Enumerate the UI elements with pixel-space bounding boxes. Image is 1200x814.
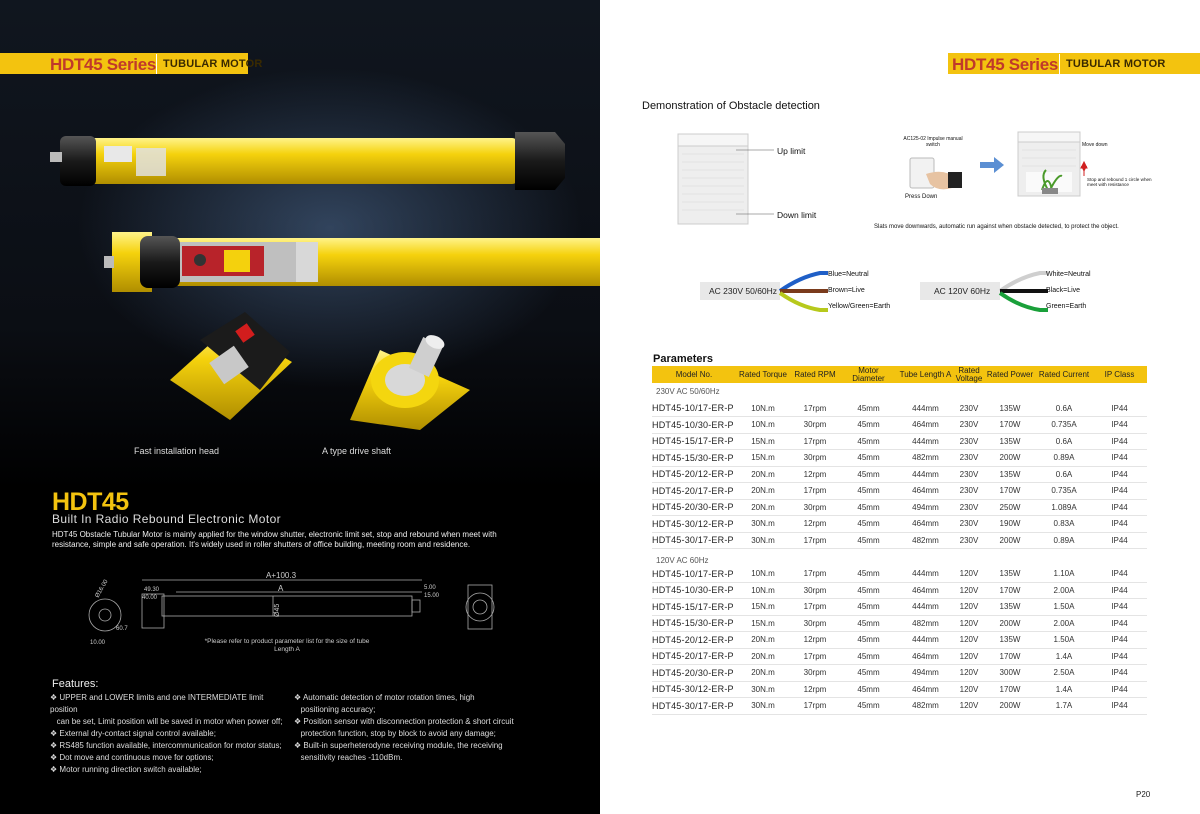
cell-model: HDT45-15/17-ER-P xyxy=(652,599,736,616)
table-cell: 250W xyxy=(984,499,1036,516)
table-header-row xyxy=(652,366,1147,383)
feature-item: can be set, Limit position will be saved in motor when power off; xyxy=(56,717,283,726)
table-cell: 10N.m xyxy=(736,417,790,434)
table-cell: 230V xyxy=(954,417,984,434)
table-cell: 1.50A xyxy=(1036,599,1092,616)
dim-total-length: A+100.3 xyxy=(266,571,297,580)
up-limit-label: Up limit xyxy=(777,146,806,156)
feature-item: ❖ UPPER and LOWER limits and one INTERMEDIATE limit position xyxy=(50,693,264,714)
demo-title: Demonstration of Obstacle detection xyxy=(642,100,820,112)
table-cell: 2.00A xyxy=(1036,582,1092,599)
table-cell: 230V xyxy=(954,433,984,450)
table-cell: 45mm xyxy=(840,632,897,649)
features-right xyxy=(294,692,524,764)
table-cell: 200W xyxy=(984,532,1036,549)
table-cell: 30N.m xyxy=(736,681,790,698)
table-cell: 0.89A xyxy=(1036,532,1092,549)
model-title: HDT45 xyxy=(52,488,129,516)
table-row xyxy=(652,516,1147,533)
table-cell: 200W xyxy=(984,450,1036,467)
cell-model: HDT45-10/17-ER-P xyxy=(652,400,736,417)
press-down-label: Press Down xyxy=(905,194,938,200)
col-model: Model No. xyxy=(652,366,736,383)
table-cell: 464mm xyxy=(897,648,954,665)
feature-item: ❖ Automatic detection of motor rotation times, high xyxy=(294,693,475,702)
feature-item: ❖ Built-in superheterodyne receiving module, the receiving xyxy=(294,741,503,750)
table-cell: 170W xyxy=(984,681,1036,698)
table-cell: 45mm xyxy=(840,665,897,682)
table-cell: 45mm xyxy=(840,615,897,632)
table-cell: IP44 xyxy=(1092,681,1147,698)
shutter-obstacle-image xyxy=(1018,132,1087,196)
table-cell: IP44 xyxy=(1092,466,1147,483)
table-cell: 464mm xyxy=(897,516,954,533)
wire-brown-label: Brown=Live xyxy=(828,287,865,294)
table-cell: 30N.m xyxy=(736,532,790,549)
cell-model: HDT45-20/30-ER-P xyxy=(652,665,736,682)
feature-item: positioning accuracy; xyxy=(300,705,376,714)
cell-model: HDT45-30/12-ER-P xyxy=(652,516,736,533)
table-cell: 45mm xyxy=(840,400,897,417)
table-cell: 1.10A xyxy=(1036,566,1092,583)
table-cell: 482mm xyxy=(897,698,954,715)
table-cell: 444mm xyxy=(897,632,954,649)
table-cell: 30rpm xyxy=(790,499,840,516)
table-cell: IP44 xyxy=(1092,632,1147,649)
ac120-label: AC 120V 60Hz xyxy=(934,286,991,296)
table-cell: 482mm xyxy=(897,450,954,467)
table-cell: 20N.m xyxy=(736,483,790,500)
table-row xyxy=(652,648,1147,665)
table-cell: 200W xyxy=(984,615,1036,632)
table-cell: 230V xyxy=(954,466,984,483)
table-cell: 17rpm xyxy=(790,599,840,616)
feature-item: sensitivity reaches -110dBm. xyxy=(300,753,403,762)
table-cell: 45mm xyxy=(840,698,897,715)
table-cell: 17rpm xyxy=(790,433,840,450)
header-divider xyxy=(1059,54,1060,74)
slats-note: Slats move downwards, automatic run against when obstacle detected, to protect the object. xyxy=(874,224,1119,230)
table-cell: 45mm xyxy=(840,466,897,483)
parameters-table xyxy=(652,366,1147,715)
table-cell: 30rpm xyxy=(790,450,840,467)
dim-diameter: Ø45 xyxy=(274,603,281,617)
table-cell: 45mm xyxy=(840,681,897,698)
table-cell: 2.00A xyxy=(1036,615,1092,632)
table-row xyxy=(652,599,1147,616)
table-cell: 30rpm xyxy=(790,582,840,599)
col-tube-length: Tube Length A xyxy=(897,366,954,383)
cell-model: HDT45-20/17-ER-P xyxy=(652,483,736,500)
features-left xyxy=(50,692,290,776)
table-cell: 30N.m xyxy=(736,516,790,533)
tubular-motor-image xyxy=(50,132,565,190)
table-row xyxy=(652,698,1147,715)
arrow-icon xyxy=(980,157,1004,173)
cell-model: HDT45-20/12-ER-P xyxy=(652,466,736,483)
table-cell: 12rpm xyxy=(790,516,840,533)
table-cell: 230V xyxy=(954,400,984,417)
table-cell: 170W xyxy=(984,417,1036,434)
table-cell: 464mm xyxy=(897,483,954,500)
table-cell: IP44 xyxy=(1092,499,1147,516)
table-cell: 135W xyxy=(984,566,1036,583)
dim-r16: Ø16.00 xyxy=(94,578,110,599)
series-subtitle: TUBULAR MOTOR xyxy=(163,58,263,70)
dimension-note: *Please refer to product parameter list for the size of tube Length A xyxy=(204,638,370,653)
table-cell: 17rpm xyxy=(790,483,840,500)
table-cell: 30rpm xyxy=(790,417,840,434)
switch-label: AC125-02 Impulse manual switch xyxy=(903,136,963,148)
group-120v: 120V AC 60Hz xyxy=(656,555,709,565)
table-cell: 444mm xyxy=(897,566,954,583)
feature-item: ❖ RS485 function available, intercommunication for motor status; xyxy=(50,741,282,750)
dim-r10: 10.00 xyxy=(90,640,106,646)
table-row xyxy=(652,582,1147,599)
stop-rebound-label: Stop and rebound 1 circle when meet with resistance xyxy=(1087,177,1152,188)
table-cell: IP44 xyxy=(1092,400,1147,417)
wire-earth-label: Yellow/Green=Earth xyxy=(828,303,891,310)
wire-white-label: White=Neutral xyxy=(1046,271,1091,278)
table-cell: IP44 xyxy=(1092,483,1147,500)
table-cell: 0.6A xyxy=(1036,466,1092,483)
table-cell: 12rpm xyxy=(790,681,840,698)
table-cell: 20N.m xyxy=(736,632,790,649)
cell-model: HDT45-30/12-ER-P xyxy=(652,681,736,698)
table-cell: 45mm xyxy=(840,532,897,549)
table-cell: 444mm xyxy=(897,599,954,616)
dim-40: 40.00 xyxy=(142,595,158,601)
product-illustrations xyxy=(0,90,600,470)
table-cell: 1.7A xyxy=(1036,698,1092,715)
table-cell: 20N.m xyxy=(736,466,790,483)
table-cell: 120V xyxy=(954,632,984,649)
table-cell: 170W xyxy=(984,483,1036,500)
table-cell: 30rpm xyxy=(790,665,840,682)
wire-blue-label: Blue=Neutral xyxy=(828,271,869,278)
table-cell: 45mm xyxy=(840,516,897,533)
col-current: Rated Current xyxy=(1036,366,1092,383)
table-cell: 444mm xyxy=(897,433,954,450)
col-ip: IP Class xyxy=(1092,366,1147,383)
cell-model: HDT45-20/30-ER-P xyxy=(652,499,736,516)
table-cell: 15N.m xyxy=(736,450,790,467)
table-cell: 464mm xyxy=(897,582,954,599)
table-cell: 45mm xyxy=(840,417,897,434)
table-cell: 120V xyxy=(954,582,984,599)
header-divider xyxy=(156,54,157,74)
table-cell: IP44 xyxy=(1092,417,1147,434)
table-cell: 20N.m xyxy=(736,648,790,665)
table-cell: 230V xyxy=(954,450,984,467)
table-cell: IP44 xyxy=(1092,648,1147,665)
col-torque: Rated Torque xyxy=(736,366,790,383)
table-cell: 135W xyxy=(984,599,1036,616)
table-cell: IP44 xyxy=(1092,566,1147,583)
feature-item: ❖ Dot move and continuous move for options; xyxy=(50,753,214,762)
table-cell: 464mm xyxy=(897,681,954,698)
dim-length-a: A xyxy=(278,584,284,593)
table-cell: 120V xyxy=(954,698,984,715)
feature-item: protection function, stop by block to avoid any damage; xyxy=(300,729,496,738)
table-cell: 1.089A xyxy=(1036,499,1092,516)
table-cell: IP44 xyxy=(1092,516,1147,533)
table-cell: 482mm xyxy=(897,615,954,632)
table-row xyxy=(652,615,1147,632)
table-cell: IP44 xyxy=(1092,698,1147,715)
table-cell: 230V xyxy=(954,483,984,500)
switch-image xyxy=(910,158,962,189)
series-subtitle: TUBULAR MOTOR xyxy=(1066,58,1166,70)
table-cell: 230V xyxy=(954,532,984,549)
table-cell: 135W xyxy=(984,400,1036,417)
table-cell: 17rpm xyxy=(790,532,840,549)
parameters-title: Parameters xyxy=(653,353,713,365)
table-cell: 1.4A xyxy=(1036,648,1092,665)
table-cell: 0.89A xyxy=(1036,450,1092,467)
table-cell: 120V xyxy=(954,566,984,583)
table-cell: 190W xyxy=(984,516,1036,533)
table-row xyxy=(652,450,1147,467)
table-cell: 2.50A xyxy=(1036,665,1092,682)
table-cell: 494mm xyxy=(897,499,954,516)
table-row xyxy=(652,483,1147,500)
down-limit-label: Down limit xyxy=(777,210,817,220)
series-title: HDT45 Series xyxy=(952,55,1059,74)
table-cell: 230V xyxy=(954,516,984,533)
model-description: HDT45 Obstacle Tubular Motor is mainly applied for the window shutter, electronic limit set, stop and rebound when meet with resistance, simple and safe operation. It's widely used in roller shutters of office building, meeting room and residence. xyxy=(52,530,497,549)
table-cell: 12rpm xyxy=(790,632,840,649)
cell-model: HDT45-15/17-ER-P xyxy=(652,433,736,450)
cell-model: HDT45-30/17-ER-P xyxy=(652,532,736,549)
series-title: HDT45 Series xyxy=(50,55,157,74)
table-cell: 120V xyxy=(954,615,984,632)
shutter-window-image xyxy=(678,134,774,224)
table-cell: 45mm xyxy=(840,499,897,516)
features-title: Features: xyxy=(52,678,99,690)
ac230-label: AC 230V 50/60Hz xyxy=(709,286,778,296)
table-cell: 200W xyxy=(984,698,1036,715)
cell-model: HDT45-20/12-ER-P xyxy=(652,632,736,649)
model-subtitle: Built In Radio Rebound Electronic Motor xyxy=(52,512,282,526)
table-cell: 15N.m xyxy=(736,615,790,632)
table-cell: 494mm xyxy=(897,665,954,682)
cell-model: HDT45-15/30-ER-P xyxy=(652,450,736,467)
table-cell: 15N.m xyxy=(736,433,790,450)
move-down-label: Move down xyxy=(1082,142,1108,148)
table-cell: 230V xyxy=(954,499,984,516)
table-cell: 45mm xyxy=(840,433,897,450)
table-cell: 17rpm xyxy=(790,698,840,715)
table-cell: 17rpm xyxy=(790,648,840,665)
table-cell: 45mm xyxy=(840,648,897,665)
table-cell: 120V xyxy=(954,599,984,616)
table-cell: IP44 xyxy=(1092,433,1147,450)
table-cell: IP44 xyxy=(1092,450,1147,467)
wire-green-label: Green=Earth xyxy=(1046,303,1087,310)
table-cell: 10N.m xyxy=(736,582,790,599)
table-cell: 135W xyxy=(984,632,1036,649)
table-cell: 482mm xyxy=(897,532,954,549)
table-cell: 10N.m xyxy=(736,400,790,417)
page-number: P20 xyxy=(1136,790,1151,799)
cell-model: HDT45-15/30-ER-P xyxy=(652,615,736,632)
table-cell: 135W xyxy=(984,433,1036,450)
table-cell: 0.6A xyxy=(1036,433,1092,450)
cell-model: HDT45-10/17-ER-P xyxy=(652,566,736,583)
table-row xyxy=(652,433,1147,450)
feature-item: ❖ Position sensor with disconnection protection & short circuit xyxy=(294,717,514,726)
table-cell: 45mm xyxy=(840,599,897,616)
cell-model: HDT45-30/17-ER-P xyxy=(652,698,736,715)
table-row xyxy=(652,632,1147,649)
table-row xyxy=(652,466,1147,483)
table-cell: 20N.m xyxy=(736,665,790,682)
table-cell: 17rpm xyxy=(790,566,840,583)
table-cell: 0.83A xyxy=(1036,516,1092,533)
table-cell: 45mm xyxy=(840,566,897,583)
table-cell: IP44 xyxy=(1092,599,1147,616)
table-cell: 120V xyxy=(954,648,984,665)
table-cell: 170W xyxy=(984,582,1036,599)
table-cell: IP44 xyxy=(1092,582,1147,599)
dim-5: 5.00 xyxy=(424,585,436,591)
table-cell: 135W xyxy=(984,466,1036,483)
col-rpm: Rated RPM xyxy=(790,366,840,383)
table-cell: 170W xyxy=(984,648,1036,665)
table-cell: 10N.m xyxy=(736,566,790,583)
table-cell: 300W xyxy=(984,665,1036,682)
dim-49: 49.30 xyxy=(144,587,160,593)
installation-head-image xyxy=(170,312,292,420)
table-cell: 120V xyxy=(954,681,984,698)
table-cell: 30rpm xyxy=(790,615,840,632)
table-cell: 0.735A xyxy=(1036,417,1092,434)
table-cell: 45mm xyxy=(840,450,897,467)
group-230v: 230V AC 50/60Hz xyxy=(656,387,720,396)
table-cell: 45mm xyxy=(840,582,897,599)
feature-item: ❖ Motor running direction switch available; xyxy=(50,765,202,774)
table-cell: 444mm xyxy=(897,400,954,417)
table-row xyxy=(652,532,1147,549)
table-cell: IP44 xyxy=(1092,532,1147,549)
table-cell: IP44 xyxy=(1092,615,1147,632)
table-row xyxy=(652,400,1147,417)
table-cell: 464mm xyxy=(897,417,954,434)
drive-shaft-image xyxy=(350,332,470,430)
cell-model: HDT45-10/30-ER-P xyxy=(652,582,736,599)
wire-black-label: Black=Live xyxy=(1046,287,1081,294)
table-row xyxy=(652,681,1147,698)
table-cell: 444mm xyxy=(897,466,954,483)
table-cell: 30N.m xyxy=(736,698,790,715)
cell-model: HDT45-10/30-ER-P xyxy=(652,417,736,434)
cell-model: HDT45-20/17-ER-P xyxy=(652,648,736,665)
table-cell: 17rpm xyxy=(790,400,840,417)
table-cell: 0.735A xyxy=(1036,483,1092,500)
motor-cutaway-image xyxy=(104,232,600,292)
caption-installation-head: Fast installation head xyxy=(134,446,220,456)
col-voltage: Rated Voltage xyxy=(955,365,983,383)
table-cell: 0.6A xyxy=(1036,400,1092,417)
dim-15: 15.00 xyxy=(424,593,440,599)
table-row xyxy=(652,566,1147,583)
table-cell: 15N.m xyxy=(736,599,790,616)
caption-drive-shaft: A type drive shaft xyxy=(322,446,392,456)
table-cell: 1.4A xyxy=(1036,681,1092,698)
table-row xyxy=(652,499,1147,516)
table-cell: 1.50A xyxy=(1036,632,1092,649)
table-row xyxy=(652,417,1147,434)
col-power: Rated Power xyxy=(984,366,1036,383)
table-cell: IP44 xyxy=(1092,665,1147,682)
col-diameter: Motor Diameter xyxy=(840,366,897,383)
table-row xyxy=(652,665,1147,682)
table-cell: 20N.m xyxy=(736,499,790,516)
feature-item: ❖ External dry-contact signal control available; xyxy=(50,729,216,738)
table-cell: 12rpm xyxy=(790,466,840,483)
table-cell: 120V xyxy=(954,665,984,682)
right-page xyxy=(600,0,1200,814)
table-cell: 45mm xyxy=(840,483,897,500)
dim-r60: 60.7 xyxy=(116,626,128,632)
